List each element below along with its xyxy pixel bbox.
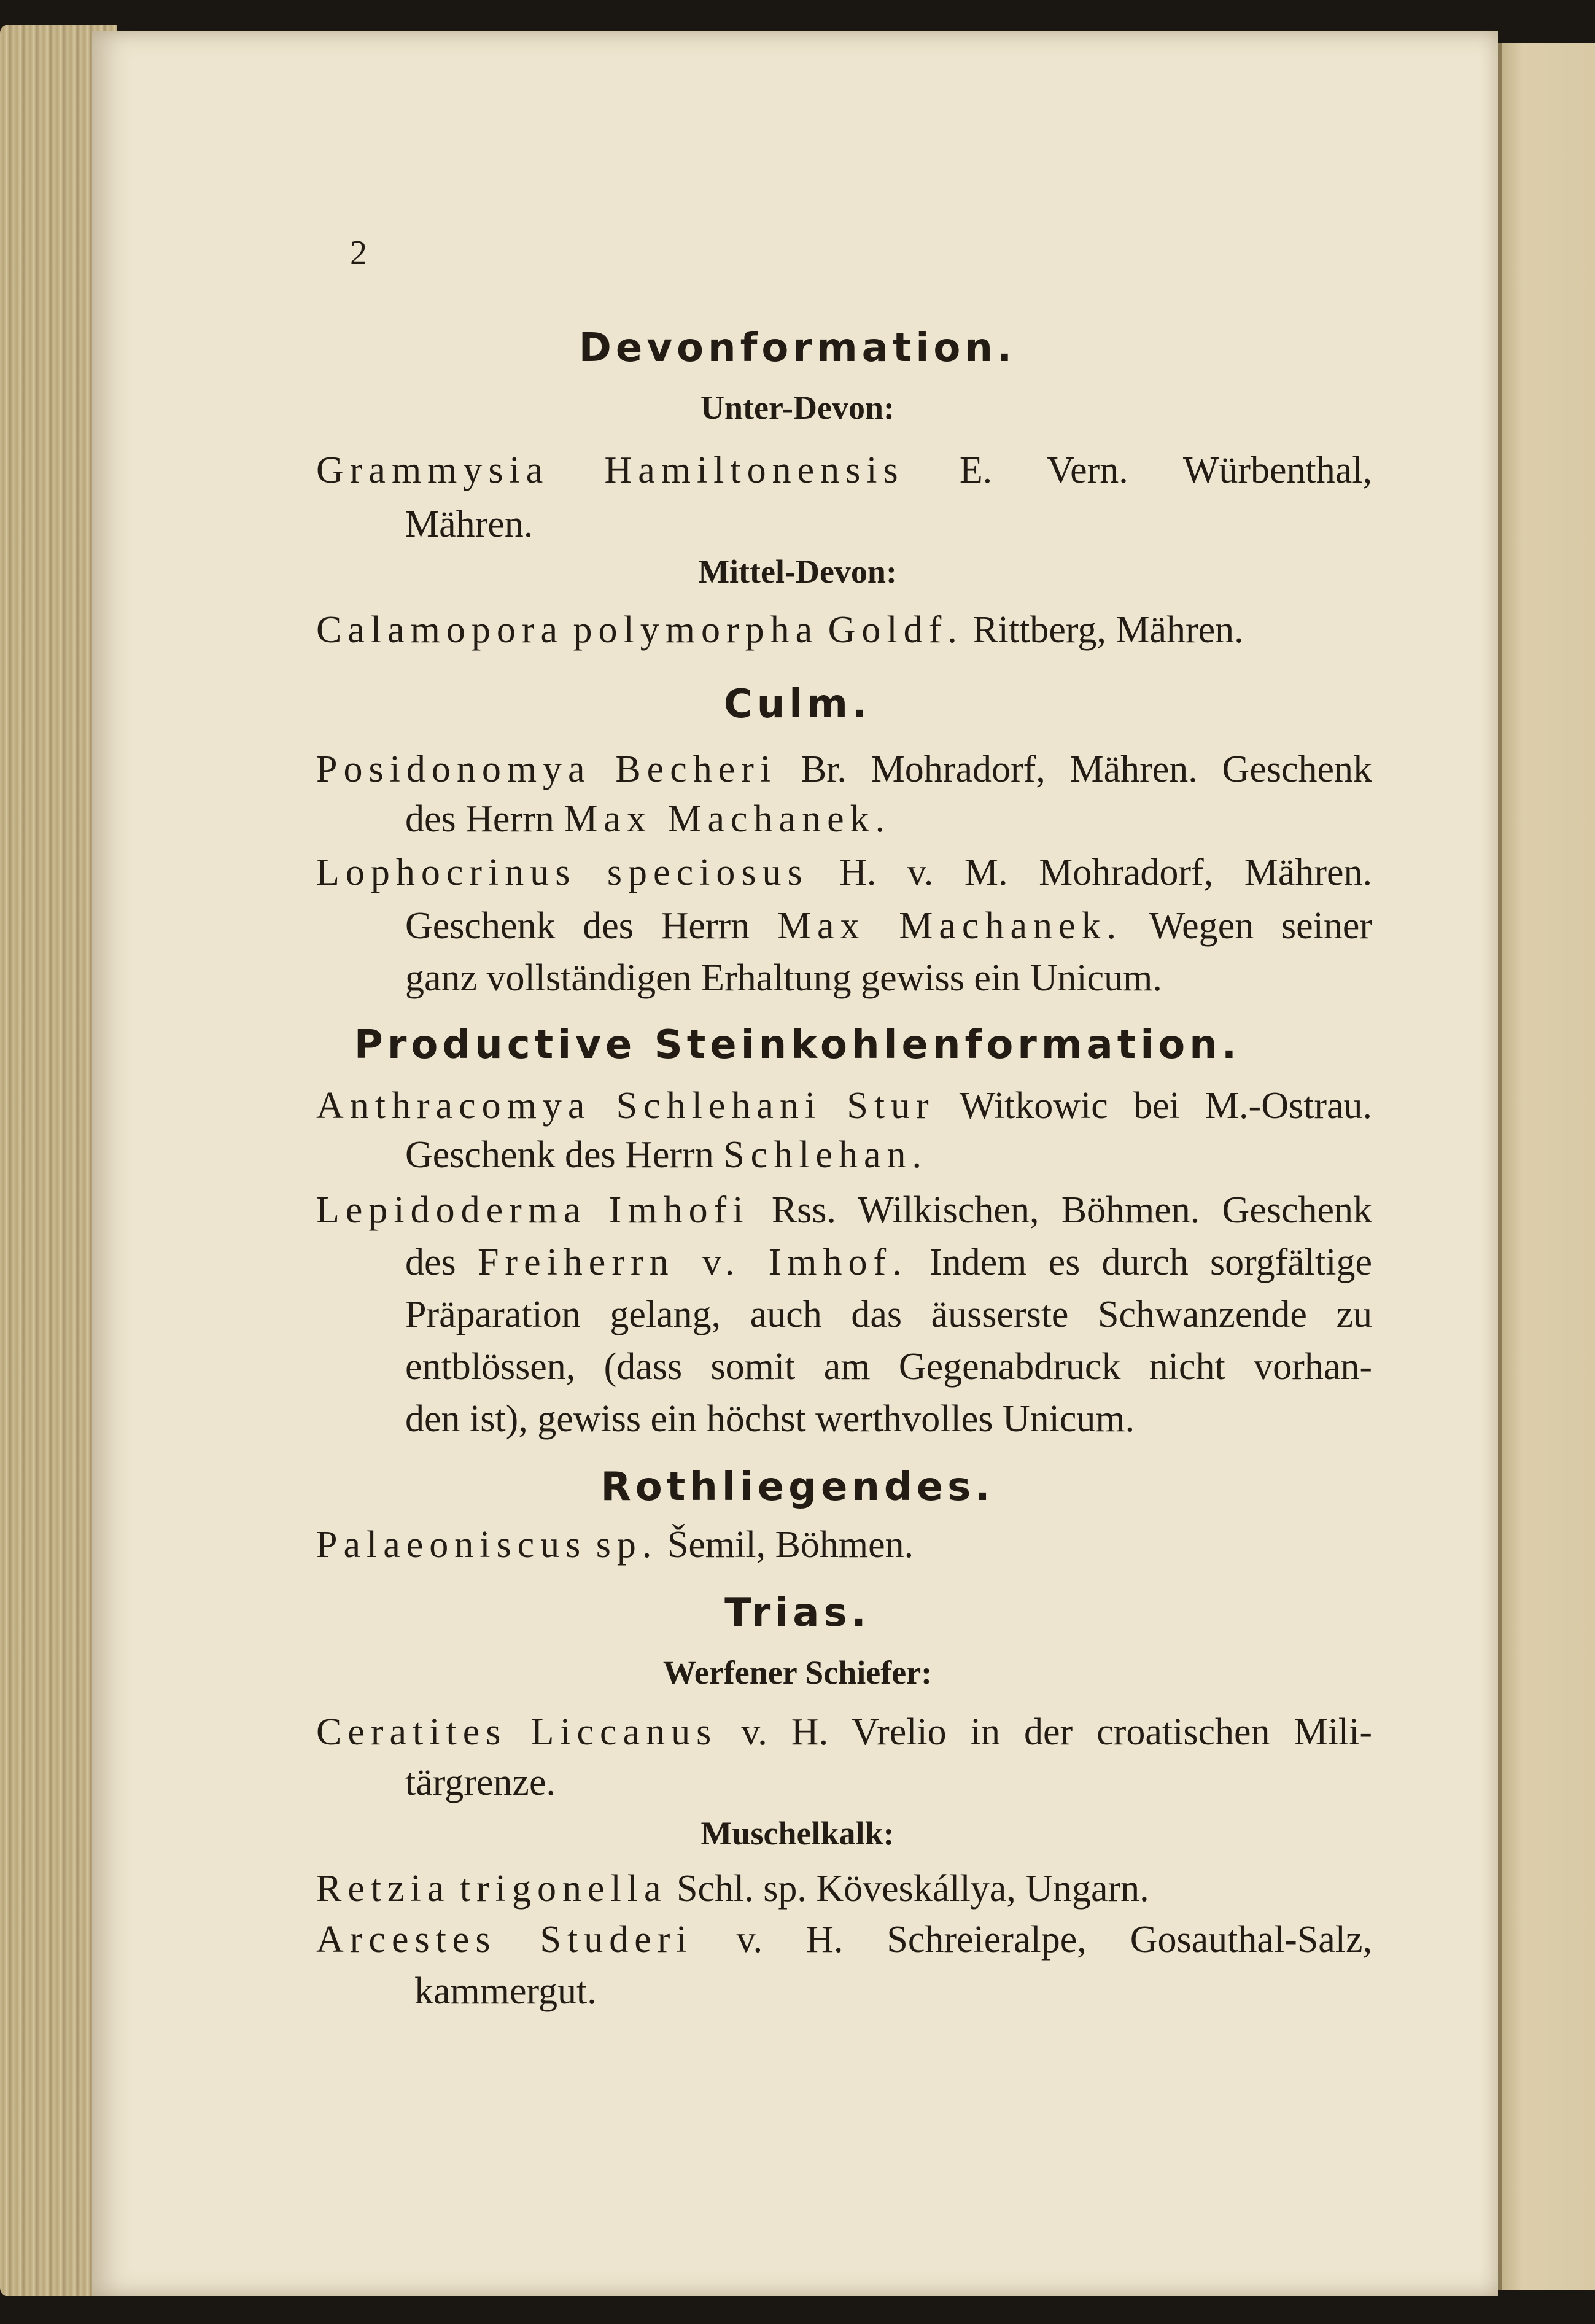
entry-arcestes (316, 1921, 1372, 1959)
species: Imhofi (608, 1189, 750, 1231)
donor-name: Schlehan. (723, 1134, 928, 1176)
entry-posidonomya-line2 (405, 800, 891, 838)
entry-lophocrinus (316, 853, 1372, 892)
locality: Šemil, Böhmen. (667, 1524, 914, 1566)
entry-lepidoderma (316, 1191, 1372, 1229)
species: polymorpha (573, 609, 819, 651)
donor-name: Freiherrn v. Imhof. (477, 1242, 908, 1283)
entry-ceratites-line2: tärgrenze. (405, 1762, 556, 1803)
author: Rss. (771, 1189, 836, 1231)
text: des Herrn (405, 798, 554, 840)
donor-name: Max Machanek. (564, 798, 891, 840)
species: Studeri (540, 1919, 693, 1961)
species: Becheri (615, 748, 777, 790)
entry-lepidoderma-line3: Präparation gelang, auch das äusserste Schwanzende zu (405, 1294, 1372, 1335)
text: Wegen seiner (1149, 905, 1372, 947)
subheading-muschelkalk: Muschelkalk: (700, 1815, 895, 1852)
genus: Calamopora (316, 609, 564, 651)
entry-ceratites (316, 1713, 1372, 1751)
genus: Ceratites (316, 1711, 507, 1753)
locality: Wilkischen, Böhmen. Geschenk (858, 1189, 1373, 1231)
heading-steinkohlenformation: Productive Steinkohlenformation. (354, 1022, 1241, 1068)
entry-posidonomya (316, 750, 1372, 788)
locality: Köveskállya, Ungarn. (816, 1868, 1149, 1910)
author: E. Vern. (959, 449, 1128, 491)
entry-retzia (316, 1870, 1149, 1908)
entry-anthracomya (316, 1087, 1372, 1125)
author: Stur (847, 1085, 935, 1127)
locality: Witkowic bei M.-Ostrau. (959, 1085, 1372, 1127)
author: Br. (801, 748, 847, 790)
entry-lepidoderma-line5: den ist), gewiss ein höchst werthvolles Unicum. (405, 1398, 1135, 1440)
species: Hamiltonensis (604, 449, 904, 491)
species: sp. (596, 1524, 658, 1566)
text: des (405, 1242, 456, 1283)
heading-devonformation: Devonformation. (578, 325, 1017, 371)
locality: Mohradorf, Mähren. Geschenk (871, 748, 1372, 790)
entry-anthracomya-line2 (405, 1136, 928, 1174)
subheading-mittel-devon: Mittel-Devon: (698, 553, 897, 590)
species: Schlehani (616, 1085, 822, 1127)
genus: Lepidoderma (316, 1189, 587, 1231)
locality: Würbenthal, (1182, 449, 1372, 491)
entry-palaeoniscus (316, 1526, 914, 1564)
entry-calamopora (316, 611, 1244, 649)
donor-name: Max Machanek. (777, 905, 1122, 947)
author: Schl. sp. (676, 1868, 807, 1910)
entry-arcestes-line2: kammergut. (414, 1970, 597, 2012)
locality: Rittberg, Mähren. (972, 609, 1244, 651)
heading-trias: Trias. (724, 1590, 871, 1636)
text: Geschenk des Herrn (405, 1134, 714, 1176)
author: v. H. (736, 1919, 844, 1961)
entry-grammysia-line2: Mähren. (405, 503, 534, 545)
genus: Palaeoniscus (316, 1524, 587, 1566)
species: speciosus (607, 852, 809, 893)
locality: Vrelio in der croatischen Mili- (852, 1711, 1373, 1753)
genus: Posidonomya (316, 748, 591, 790)
locality: Schreieralpe, Gosauthal-Salz, (887, 1919, 1373, 1961)
heading-rothliegendes: Rothliegendes. (600, 1464, 995, 1510)
genus: Retzia (316, 1868, 451, 1910)
subheading-werfener-schiefer: Werfener Schiefer: (662, 1654, 933, 1691)
entry-lophocrinus-line3: ganz vollständigen Erhaltung gewiss ein Unicum. (405, 957, 1162, 999)
author: v. H. (741, 1711, 829, 1753)
subheading-unter-devon: Unter-Devon: (700, 389, 895, 426)
entry-lepidoderma-line2 (405, 1243, 1372, 1281)
author: H. v. M. (839, 852, 1008, 893)
locality: Mohradorf, Mähren. (1039, 852, 1373, 893)
page-number: 2 (350, 234, 367, 272)
genus: Anthracomya (316, 1085, 591, 1127)
genus: Grammysia (316, 449, 549, 491)
genus: Lophocrinus (316, 852, 576, 893)
entry-lophocrinus-line2 (405, 907, 1372, 945)
text: Geschenk des Herrn (405, 905, 750, 947)
species: trigonella (459, 1868, 667, 1910)
author: Goldf. (828, 609, 963, 651)
species: Liccanus (530, 1711, 718, 1753)
entry-lepidoderma-line4: entblössen, (dass somit am Gegenabdruck nicht vorhan- (405, 1346, 1372, 1388)
text: Indem es durch sorgfältige (929, 1242, 1373, 1283)
genus: Arcestes (316, 1919, 497, 1961)
heading-culm: Culm. (723, 682, 872, 727)
entry-grammysia (316, 451, 1372, 489)
